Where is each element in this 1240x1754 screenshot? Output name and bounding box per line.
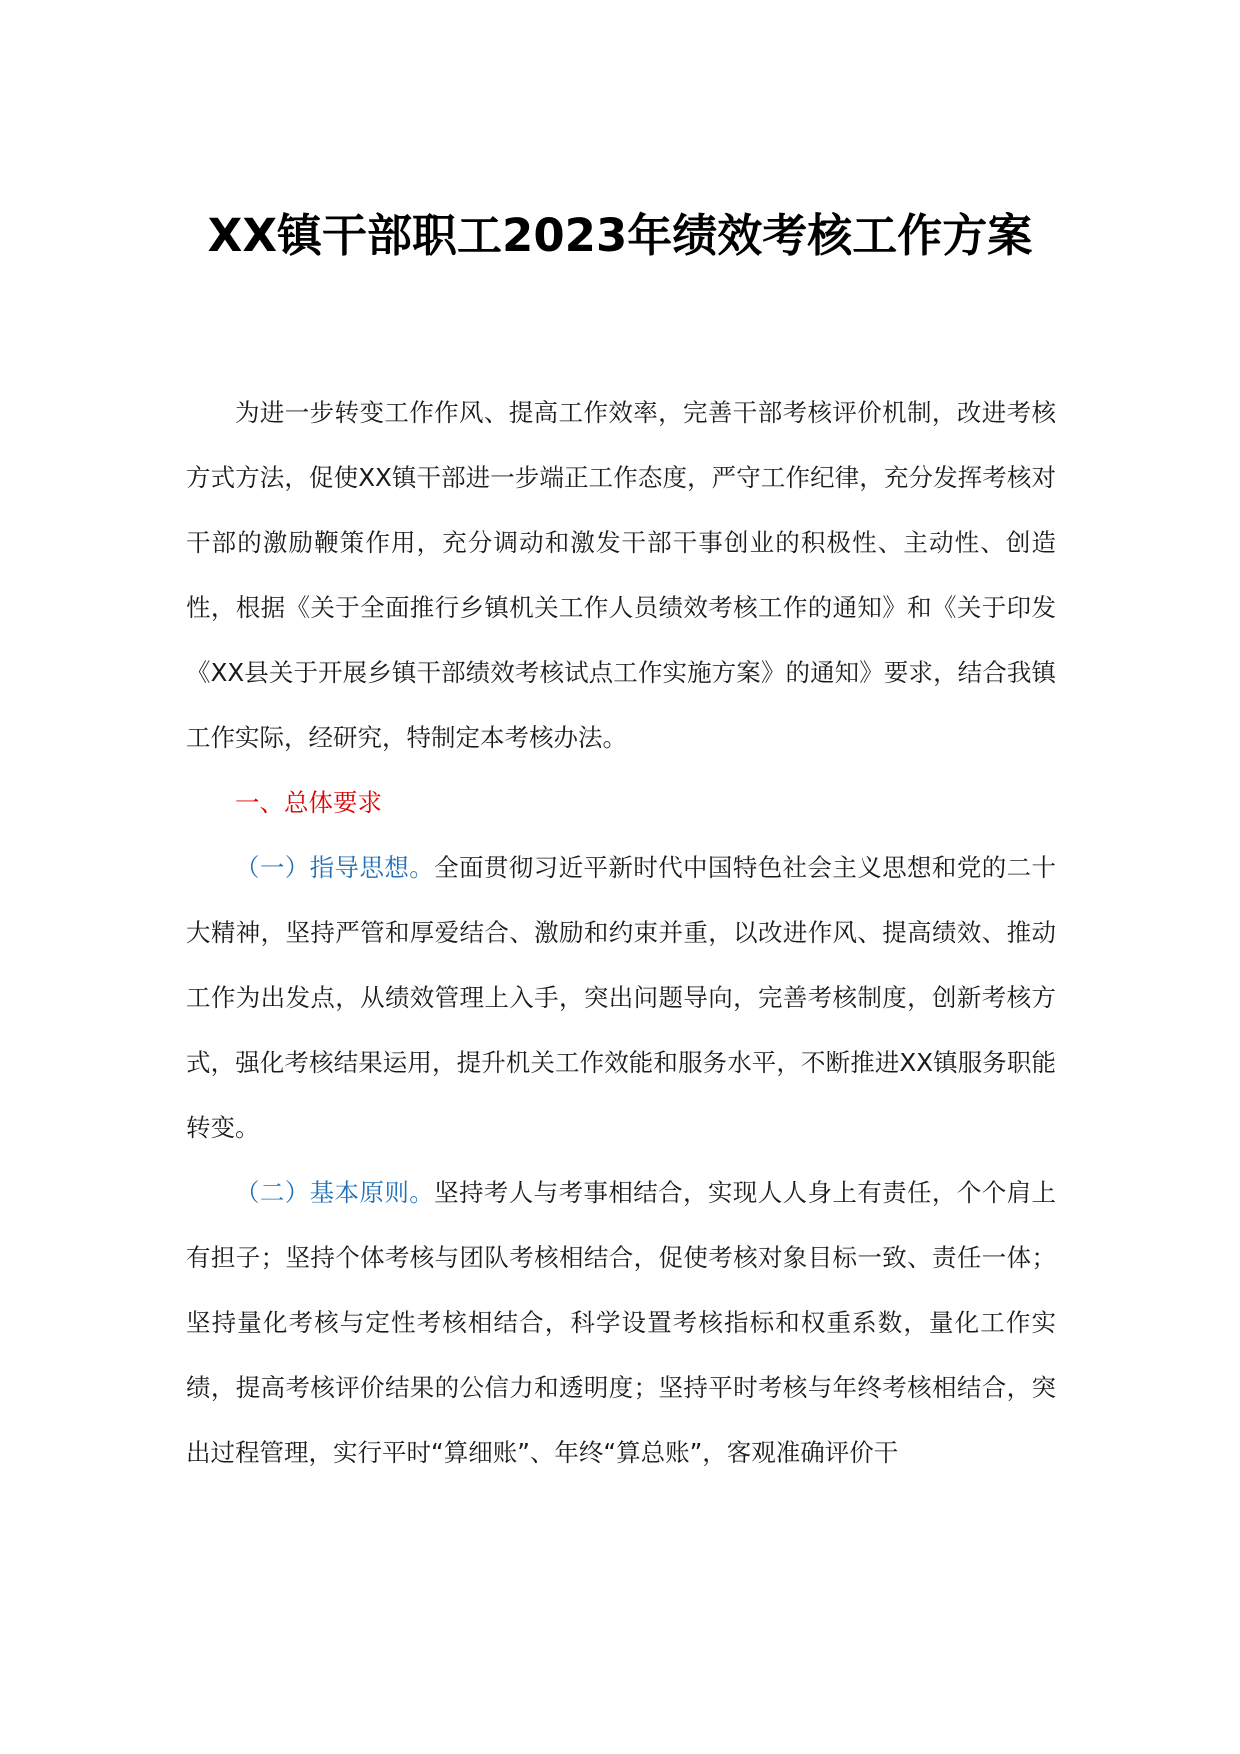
subheading-guiding-ideology: （一）指导思想。 [235, 853, 435, 882]
basic-principles-text: 坚持考人与考事相结合，实现人人身上有责任，个个肩上有担子；坚持个体考核与团队考核相结合，促使考核对象目标一致、责任一体；坚持量化考核与定性考核相结合，科学设置考核指标和权重系数，量化工作实绩，提高考核评价结果的公信力和透明度；坚持平时考核与年终考核相结合，突出过程管理，实行平时“算细账”、年终“算总账”，客观准确评价干 [186, 1178, 1056, 1467]
subheading-basic-principles: （二）基本原则。 [235, 1178, 435, 1207]
section-heading-overall-requirements: 一、总体要求 [235, 788, 382, 817]
basic-principles-paragraph [186, 1160, 1056, 1485]
document-body [186, 380, 1056, 1485]
intro-paragraph: 为进一步转变工作作风、提高工作效率，完善干部考核评价机制，改进考核方式方法，促使XX镇干部进一步端正工作态度，严守工作纪律，充分发挥考核对干部的激励鞭策作用，充分调动和激发干部干事创业的积极性、主动性、创造性，根据《关于全面推行乡镇机关工作人员绩效考核工作的通知》和《关于印发《XX县关于开展乡镇干部绩效考核试点工作实施方案》的通知》要求，结合我镇工作实际，经研究，特制定本考核办法。 [186, 398, 1056, 752]
guiding-ideology-text: 全面贯彻习近平新时代中国特色社会主义思想和党的二十大精神，坚持严管和厚爱结合、激励和约束并重，以改进作风、提高绩效、推动工作为出发点，从绩效管理上入手，突出问题导向，完善考核制度，创新考核方式，强化考核结果运用，提升机关工作效能和服务水平，不断推进XX镇服务职能转变。 [186, 853, 1056, 1142]
guiding-ideology-paragraph [186, 835, 1056, 1160]
document-title: XX镇干部职工2023年绩效考核工作方案 [207, 209, 1033, 262]
